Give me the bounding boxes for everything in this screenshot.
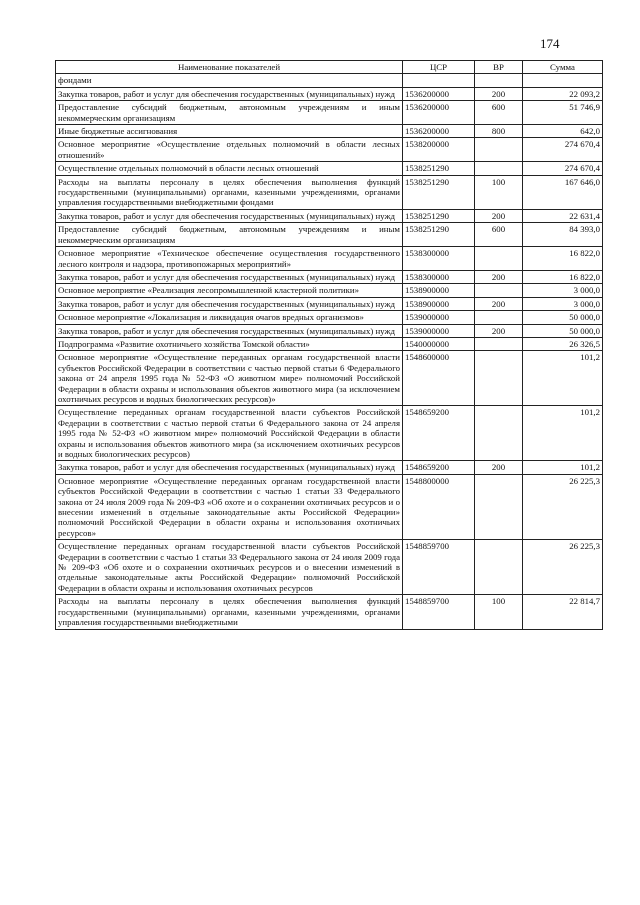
- cell-name: Основное мероприятие «Реализация лесопромышленной кластерной политики»: [56, 284, 403, 297]
- cell-vr: [475, 474, 523, 539]
- cell-vr: 100: [475, 595, 523, 629]
- header-name: Наименование показателей: [56, 61, 403, 74]
- cell-vr: 600: [475, 223, 523, 247]
- cell-csr: [403, 74, 475, 87]
- cell-vr: 200: [475, 324, 523, 337]
- cell-name: Закупка товаров, работ и услуг для обеспечения государственных (муниципальных) нужд: [56, 461, 403, 474]
- cell-vr: [475, 337, 523, 350]
- table-header-row: [56, 61, 603, 74]
- cell-sum: 101,2: [523, 406, 603, 461]
- cell-sum: 26 225,3: [523, 474, 603, 539]
- cell-sum: 50 000,0: [523, 324, 603, 337]
- cell-sum: 22 093,2: [523, 87, 603, 100]
- cell-sum: 101,2: [523, 461, 603, 474]
- cell-vr: 200: [475, 461, 523, 474]
- cell-csr: 1538300000: [403, 270, 475, 283]
- table-row: [56, 406, 603, 461]
- cell-vr: 800: [475, 125, 523, 138]
- cell-sum: 101,2: [523, 351, 603, 406]
- cell-csr: 1548800000: [403, 474, 475, 539]
- cell-name: Осуществление переданных органам государственной власти субъектов Российской Федерации в соответствии с частью первой статьи 6 Федерального закона от 24 апреля 1995 года № 52-ФЗ «О животном мире» полномочий Российской Федерации в области охраны и использования объектов животного мира (за исключением охотничьих ресурсов и водных биологических ресурсов): [56, 406, 403, 461]
- table-row: [56, 270, 603, 283]
- cell-name: Подпрограмма «Развитие охотничьего хозяйства Томской области»: [56, 337, 403, 350]
- cell-sum: 642,0: [523, 125, 603, 138]
- cell-csr: 1540000000: [403, 337, 475, 350]
- cell-vr: [475, 74, 523, 87]
- cell-csr: 1538200000: [403, 138, 475, 162]
- table-row: [56, 284, 603, 297]
- cell-csr: 1538251290: [403, 162, 475, 175]
- cell-sum: 274 670,4: [523, 138, 603, 162]
- cell-sum: 22 631,4: [523, 209, 603, 222]
- cell-csr: 1538251290: [403, 223, 475, 247]
- cell-sum: 22 814,7: [523, 595, 603, 629]
- cell-csr: 1536200000: [403, 125, 475, 138]
- cell-sum: 3 000,0: [523, 297, 603, 310]
- cell-name: Осуществление переданных органам государственной власти субъектов Российской Федерации в соответствии с частью 1 статьи 33 Федерального закона от 24 июля 2009 года № 209-ФЗ «Об охоте и о сохранении охотничьих ресурсов и о внесении изменений в отдельные законодательные акты Российской Федерации» полномочий Российской Федерации в области охраны и использования охотничьих ресурсов: [56, 540, 403, 595]
- cell-vr: 200: [475, 87, 523, 100]
- table-row: [56, 595, 603, 629]
- cell-vr: 200: [475, 297, 523, 310]
- cell-vr: [475, 284, 523, 297]
- table-row: [56, 297, 603, 310]
- cell-csr: 1548600000: [403, 351, 475, 406]
- table-row: [56, 311, 603, 324]
- table-row: [56, 337, 603, 350]
- cell-csr: 1538900000: [403, 284, 475, 297]
- header-vr: ВР: [475, 61, 523, 74]
- cell-sum: 16 822,0: [523, 270, 603, 283]
- cell-sum: 274 670,4: [523, 162, 603, 175]
- table-row: [56, 461, 603, 474]
- cell-name: Расходы на выплаты персоналу в целях обеспечения выполнения функций государственными (муниципальными) органами, казенными учреждениями, органами управления государственными внебюджетными фондами: [56, 175, 403, 209]
- budget-table: [55, 60, 603, 630]
- cell-name: Предоставление субсидий бюджетным, автономным учреждениям и иным некоммерческим организациям: [56, 101, 403, 125]
- cell-name: Предоставление субсидий бюджетным, автономным учреждениям и иным некоммерческим организациям: [56, 223, 403, 247]
- cell-vr: 200: [475, 209, 523, 222]
- cell-name: Закупка товаров, работ и услуг для обеспечения государственных (муниципальных) нужд: [56, 324, 403, 337]
- cell-sum: [523, 74, 603, 87]
- table-row: [56, 324, 603, 337]
- cell-sum: 51 746,9: [523, 101, 603, 125]
- cell-csr: 1548859700: [403, 595, 475, 629]
- cell-name: Расходы на выплаты персоналу в целях обеспечения выполнения функций государственными (муниципальными) органами, казенными учреждениями, органами управления государственными внебюджетными: [56, 595, 403, 629]
- cell-vr: [475, 540, 523, 595]
- table-row: [56, 540, 603, 595]
- header-sum: Сумма: [523, 61, 603, 74]
- cell-name: Закупка товаров, работ и услуг для обеспечения государственных (муниципальных) нужд: [56, 270, 403, 283]
- table-row: [56, 209, 603, 222]
- cell-name: Основное мероприятие «Техническое обеспечение осуществления государственного лесного контроля и надзора, противопожарных мероприятий»: [56, 247, 403, 271]
- table-row: [56, 101, 603, 125]
- cell-csr: 1539000000: [403, 311, 475, 324]
- table-row: [56, 74, 603, 87]
- table-row: [56, 87, 603, 100]
- cell-vr: [475, 138, 523, 162]
- table-row: [56, 162, 603, 175]
- cell-name: Основное мероприятие «Осуществление переданных органам государственной власти субъектов Российской Федерации в соответствии с частью первой статьи 6 Федерального закона от 24 апреля 1995 года № 52-ФЗ «О животном мире» полномочий Российской Федерации в области охраны и использования объектов животного мира (за исключением охотничьих ресурсов и водных биологических ресурсов)»: [56, 351, 403, 406]
- cell-sum: 50 000,0: [523, 311, 603, 324]
- cell-name: Основное мероприятие «Осуществление переданных органам государственной власти субъектов Российской Федерации в соответствии с частью 1 статьи 33 Федерального закона от 24 июля 2009 года № 209-ФЗ «Об охоте и о сохранении охотничьих ресурсов и о внесении изменений в отдельные законодательные акты Российской Федерации» полномочий Российской Федерации в области охраны и использования охотничьих ресурсов»: [56, 474, 403, 539]
- cell-vr: [475, 311, 523, 324]
- cell-vr: [475, 406, 523, 461]
- table-row: [56, 175, 603, 209]
- table-row: [56, 138, 603, 162]
- table-row: [56, 351, 603, 406]
- table-row: [56, 223, 603, 247]
- cell-name: Закупка товаров, работ и услуг для обеспечения государственных (муниципальных) нужд: [56, 87, 403, 100]
- cell-sum: 16 822,0: [523, 247, 603, 271]
- cell-name: Основное мероприятие «Локализация и ликвидация очагов вредных организмов»: [56, 311, 403, 324]
- cell-csr: 1538251290: [403, 175, 475, 209]
- cell-csr: 1538900000: [403, 297, 475, 310]
- cell-name: фондами: [56, 74, 403, 87]
- cell-vr: [475, 247, 523, 271]
- cell-name: Иные бюджетные ассигнования: [56, 125, 403, 138]
- cell-csr: 1548859700: [403, 540, 475, 595]
- header-csr: ЦСР: [403, 61, 475, 74]
- cell-name: Закупка товаров, работ и услуг для обеспечения государственных (муниципальных) нужд: [56, 297, 403, 310]
- cell-sum: 26 225,3: [523, 540, 603, 595]
- cell-csr: 1536200000: [403, 101, 475, 125]
- cell-csr: 1539000000: [403, 324, 475, 337]
- table-row: [56, 125, 603, 138]
- cell-sum: 167 646,0: [523, 175, 603, 209]
- cell-vr: 600: [475, 101, 523, 125]
- cell-vr: [475, 351, 523, 406]
- cell-vr: 200: [475, 270, 523, 283]
- cell-csr: 1548659200: [403, 461, 475, 474]
- cell-vr: [475, 162, 523, 175]
- cell-sum: 3 000,0: [523, 284, 603, 297]
- cell-name: Основное мероприятие «Осуществление отдельных полномочий в области лесных отношений»: [56, 138, 403, 162]
- cell-csr: 1548659200: [403, 406, 475, 461]
- cell-csr: 1536200000: [403, 87, 475, 100]
- cell-name: Осуществление отдельных полномочий в области лесных отношений: [56, 162, 403, 175]
- cell-csr: 1538251290: [403, 209, 475, 222]
- page-number: 174: [540, 36, 560, 51]
- cell-sum: 26 326,5: [523, 337, 603, 350]
- cell-vr: 100: [475, 175, 523, 209]
- cell-sum: 84 393,0: [523, 223, 603, 247]
- table-row: [56, 474, 603, 539]
- table-row: [56, 247, 603, 271]
- cell-name: Закупка товаров, работ и услуг для обеспечения государственных (муниципальных) нужд: [56, 209, 403, 222]
- cell-csr: 1538300000: [403, 247, 475, 271]
